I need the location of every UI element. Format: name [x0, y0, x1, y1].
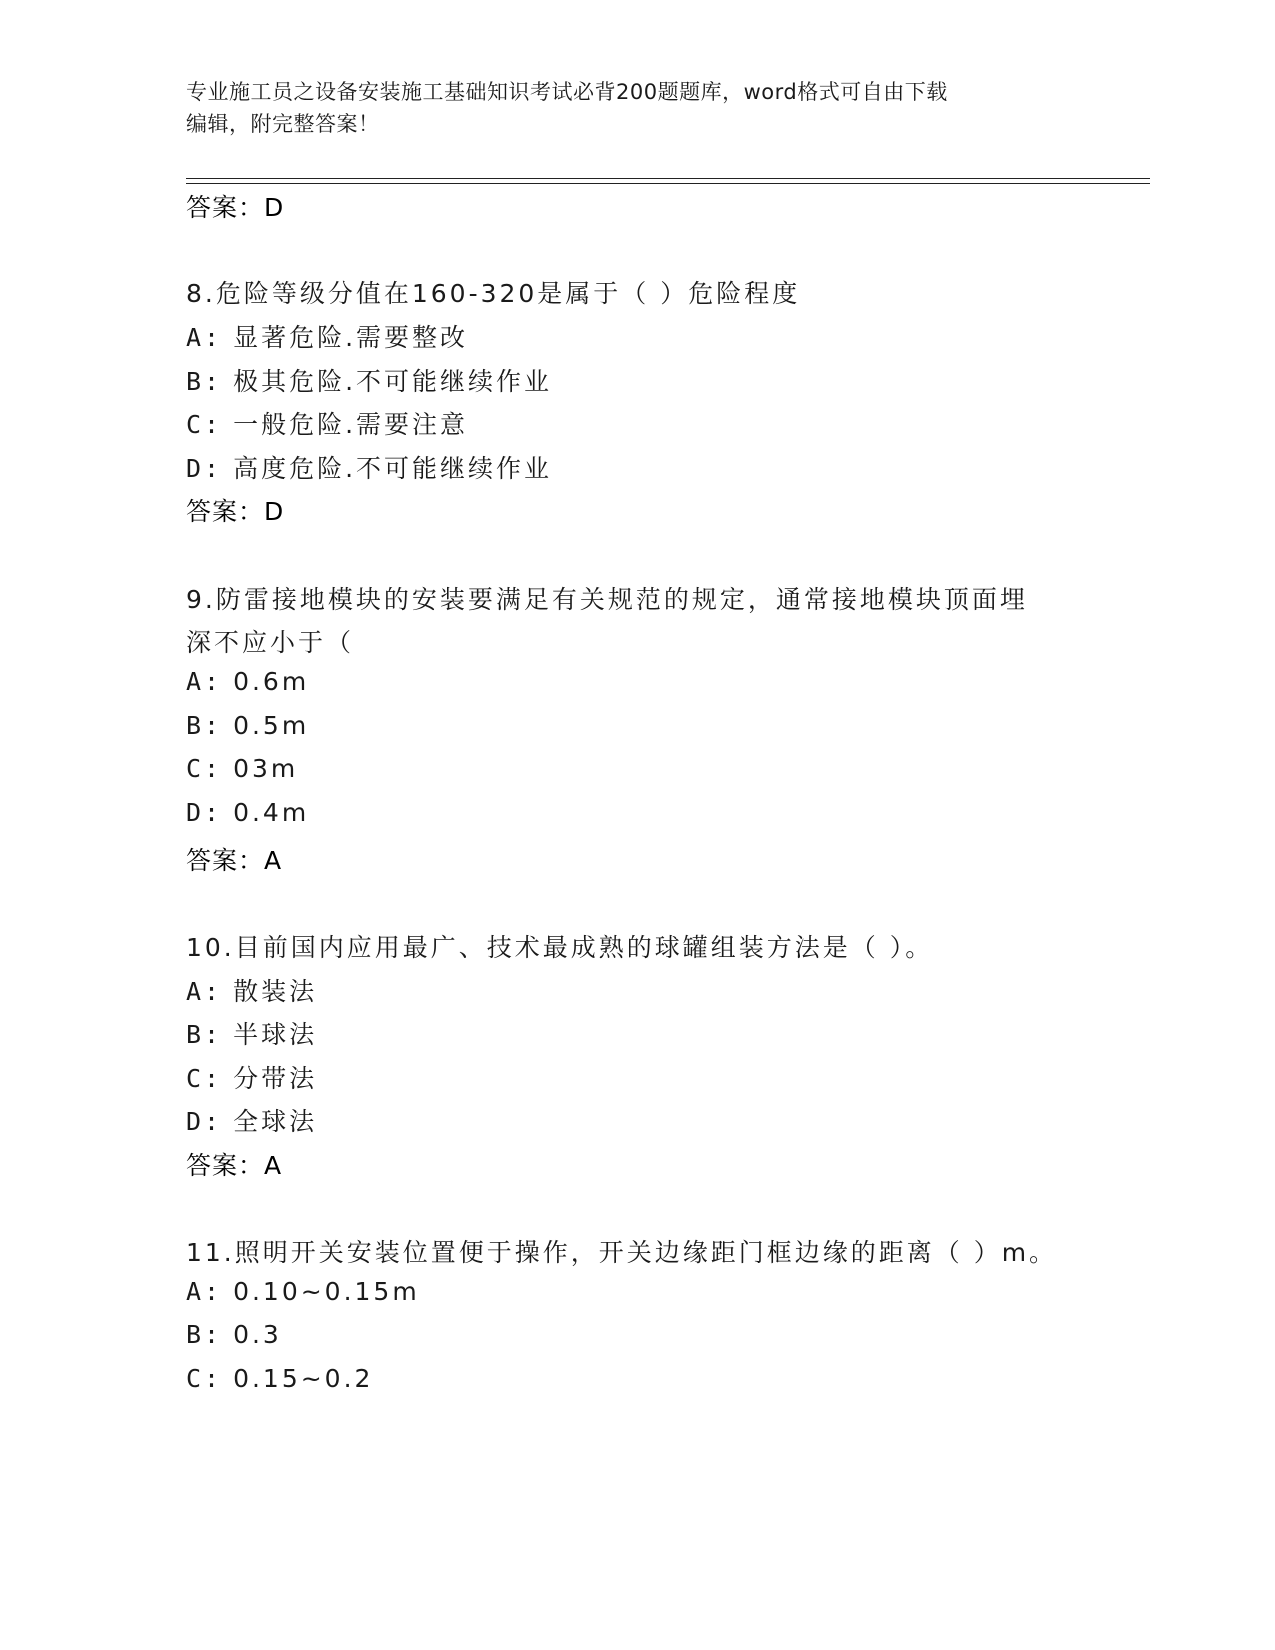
option-text: 高度危险.不可能继续作业 [233, 454, 553, 483]
option-text: 全球法 [233, 1107, 318, 1136]
question-stem-continued: 深不应小于（ [186, 628, 355, 657]
answer-label: 答案： [186, 497, 265, 526]
header-line-1: 专业施工员之设备安装施工基础知识考试必背200题题库，word格式可自由下载 [186, 80, 948, 104]
question-stem: 8.危险等级分值在160-320是属于（ ）危险程度 [186, 279, 801, 308]
answer-value: A [264, 1151, 283, 1180]
option-row [186, 1102, 317, 1138]
answer-value: D [264, 193, 285, 222]
answer-line [186, 841, 282, 877]
option-letter: B: [186, 367, 223, 396]
option-letter: A: [186, 667, 223, 696]
option-text: 显著危险.需要整改 [233, 323, 469, 352]
option-text: 0.6m [233, 667, 310, 696]
option-text: 03m [233, 754, 299, 783]
answer-value: A [264, 846, 283, 875]
option-row [186, 1015, 317, 1051]
option-letter: C: [186, 1064, 223, 1093]
option-row [186, 972, 317, 1008]
option-row [186, 754, 298, 783]
option-row [186, 318, 468, 354]
option-text: 0.3 [233, 1320, 282, 1349]
question-stem: 10.目前国内应用最广、技术最成熟的球罐组装方法是（ ）。 [186, 933, 934, 962]
question-stem: 11.照明开关安装位置便于操作，开关边缘距门框边缘的距离（ ）m。 [186, 1238, 1058, 1267]
option-text: 0.5m [233, 711, 310, 740]
option-letter: A: [186, 323, 223, 352]
option-text: 极其危险.不可能继续作业 [233, 367, 553, 396]
option-letter: C: [186, 754, 223, 783]
answer-value: D [264, 497, 285, 526]
option-row [186, 667, 309, 696]
document-header [186, 76, 1066, 140]
option-text: 分带法 [233, 1064, 318, 1093]
option-text: 一般危险.需要注意 [233, 410, 469, 439]
question-stem: 9.防雷接地模块的安装要满足有关规范的规定，通常接地模块顶面埋 [186, 585, 1028, 614]
header-line-2: 编辑，附完整答案！ [186, 112, 380, 136]
option-text: 0.4m [233, 798, 310, 827]
option-letter: A: [186, 1277, 223, 1306]
option-letter: A: [186, 977, 223, 1006]
option-row [186, 405, 468, 441]
option-letter: D: [186, 454, 223, 483]
option-row [186, 1277, 420, 1306]
option-letter: B: [186, 711, 223, 740]
answer-label: 答案： [186, 846, 265, 875]
answer-line [186, 188, 284, 224]
answer-line [186, 1146, 282, 1182]
option-text: 0.15~0.2 [233, 1364, 374, 1393]
option-row [186, 711, 309, 740]
option-row [186, 449, 552, 485]
option-letter: C: [186, 410, 223, 439]
header-divider-top [186, 178, 1150, 179]
option-letter: C: [186, 1364, 223, 1393]
option-text: 散装法 [233, 977, 318, 1006]
option-text: 0.10~0.15m [233, 1277, 420, 1306]
option-letter: D: [186, 1107, 223, 1136]
option-row [186, 1059, 317, 1095]
option-row [186, 362, 552, 398]
answer-label: 答案： [186, 193, 265, 222]
option-text: 半球法 [233, 1020, 318, 1049]
option-letter: D: [186, 798, 223, 827]
header-divider-bottom [186, 183, 1150, 184]
option-row [186, 1320, 282, 1349]
option-letter: B: [186, 1320, 223, 1349]
option-row [186, 798, 309, 827]
option-row [186, 1364, 373, 1393]
answer-line [186, 492, 284, 528]
option-letter: B: [186, 1020, 223, 1049]
answer-label: 答案： [186, 1151, 265, 1180]
